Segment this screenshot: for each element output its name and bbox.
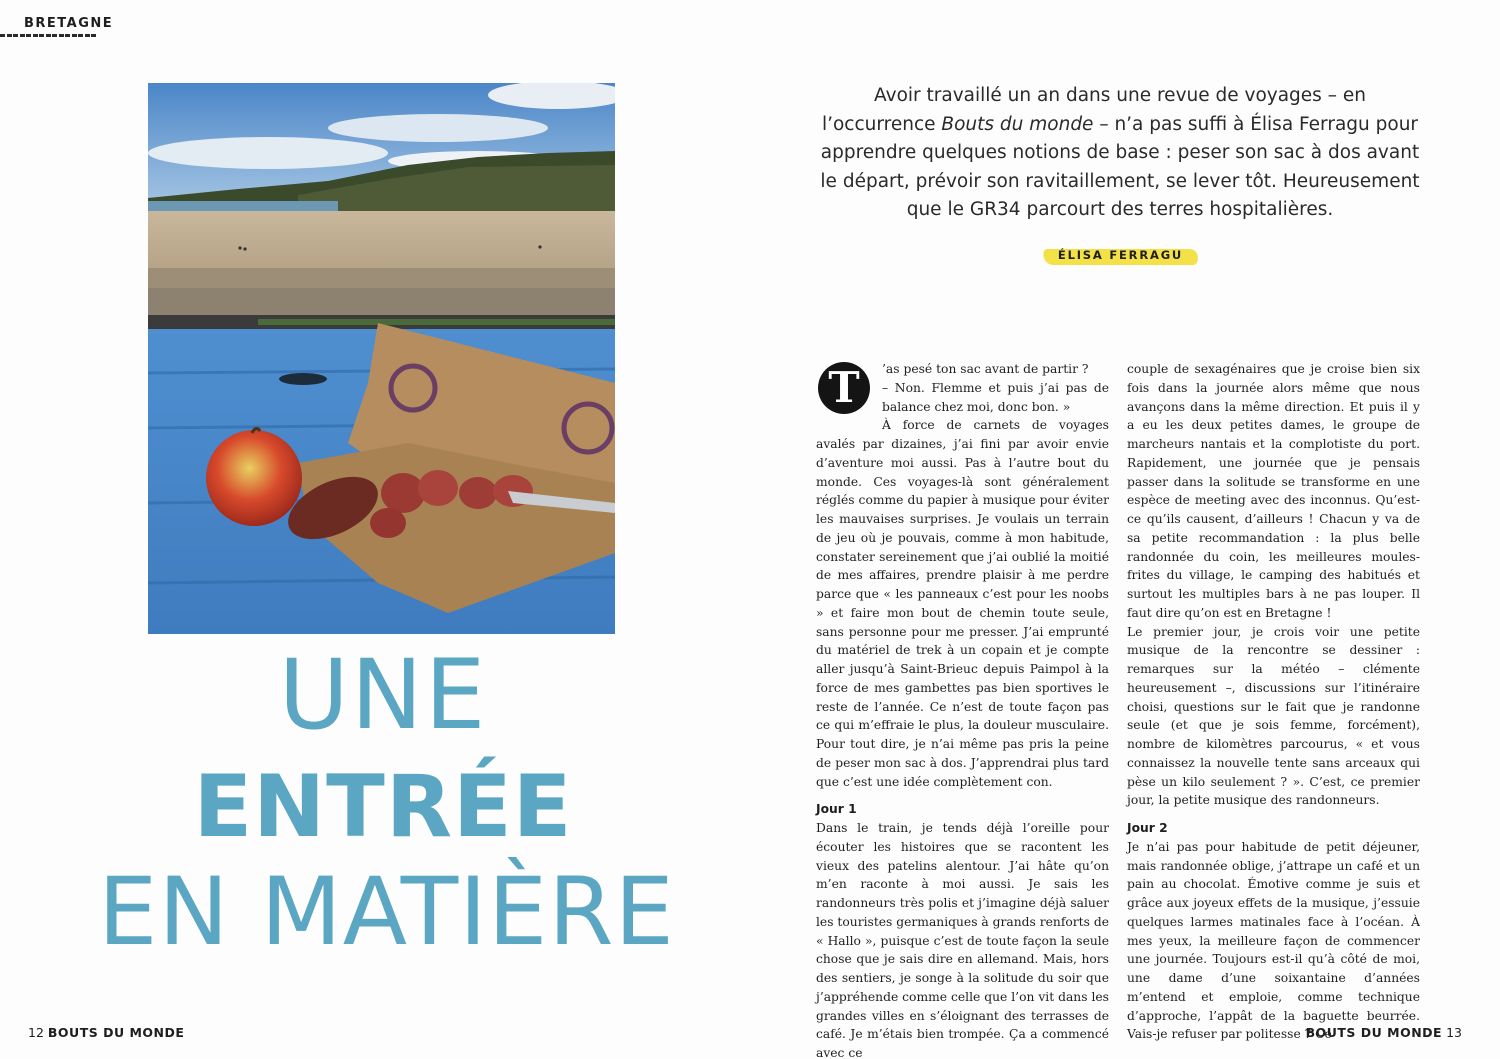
subheading-day-1: Jour 1 [816,802,857,817]
title-line-3: EN MATIÈRE [98,858,675,967]
title-line-1: UNE [278,639,488,751]
body-paragraph: Je n’ai pas pour habitude de petit déjeuner, mais randonnée oblige, j’attrape un café et un pain au chocolat. Émotive comme je suis et grâce aux joyeux effets de la musique, j’essuie quelques larmes matinales face à l’océan. À mes yeux, la meilleure façon de commencer une journée. Toujours est-il qu’à côté de moi, une dame d’une soixantaine d’années m’entend et emploie, comme technique d’approche, l’appât de la baguette beurrée. Vais-je refuser par politesse ? Ce [1127,839,1420,1042]
dropcap [816,362,874,418]
page-number-left: 12 [28,1025,44,1040]
dropcap-letter: T [828,363,860,412]
body-paragraph: À force de carnets de voyages avalés par dizaines, j’ai fini par avoir envie d’aventure moi aussi. Pas à l’autre bout du monde. Ces voyages-là sont généralement réglés comme du papier à musique pour éviter les mauvaises surprises. Je voulais un terrain de jeu où je pouvais, comme à mon habitude, constater sereinement que j’ai oublié la moitié de mes affaires, prendre plaisir à me perdre parce que « les panneaux c’est pour les noobs » et faire mon bout de chemin toute seule, sans personne pour me presser. J’ai emprunté du matériel de trek à un copain et je compte aller jusqu’à Saint-Brieuc depuis Paimpol à la force de mes gambettes pas bien sportives le reste de l’année. Ce n’est de toute façon pas ce qui m’effraie le plus, la douleur musculaire. Pour tout dire, je n’ai même pas pris la peine de peser mon sac à dos. J’apprendrai plus tard que c’est une idée complètement con. [816,418,1109,789]
magazine-name-right: BOUTS DU MONDE [1305,1025,1443,1040]
section-underline [0,34,98,37]
magazine-name-left: BOUTS DU MONDE [47,1025,185,1040]
intro-paragraph [820,82,1420,225]
article-photo [148,83,615,634]
body-paragraph: ’as pesé ton sac avant de partir ? [882,362,1089,376]
body-paragraph: Dans le train, je tends déjà l’oreille pour écouter les histoires que se racontent les vieux des patelins alentour. J’ai hâte qu’on m’en raconte à moi aussi. Je sais les randonneurs très polis et j’imagine déjà saluer les touristes germaniques à grands renforts de « Hallo », puisque c’est de toute façon la seule chose que je sais dire en allemand. Mais, hors des sentiers, je songe à la solitude du soir que j’appréhende comme celle que l’on vit dans les grandes villes en s’éloignant des terrasses de café. Je m’étais bien trompée. Ça a commencé avec ce [816,821,1109,1059]
body-paragraph: Le premier jour, je crois voir une petite musique de la rencontre se dessiner : remarques sur la météo – clémente heureusement –, discussions sur l’itinéraire choisi, questions sur le fait que je randonne seule (et que je sois femme, forcément), nombre de kilomètres parcourus, « et vous connaissez la nouvelle tente sans arceaux qui pèse un kilo seulement ? ». C’est, ce premier jour, la petite musique des randonneurs. [1127,624,1420,808]
body-column-left [816,360,1109,1059]
folio-left [28,1025,184,1040]
page-number-right: 13 [1446,1025,1462,1040]
title-line-2: ENTRÉE [193,757,573,857]
body-column-right [1127,360,1420,1044]
subheading-day-2: Jour 2 [1127,821,1168,835]
intro-magazine-name: Bouts du monde [941,113,1094,135]
author-byline [1043,246,1198,268]
body-paragraph: – Non. Flemme et puis j’ai pas de balance chez moi, donc bon. » [882,380,1109,414]
body-paragraph: couple de sexagénaires que je croise bien six fois dans la journée alors même que nous avançons dans la même direction. Et puis il y a eu les deux petites dames, le groupe de marcheurs nantais et la complotiste du port. Rapidement, une journée que je pensais passer dans la solitude se transforme en une espèce de meeting avec des inconnus. Qu’est-ce qu’ils causent, d’ailleurs ! Chacun y va de sa petite recommandation : la plus belle randonnée du coin, les meilleures moules-frites du village, le camping des habitués et surtout les multiples bars à ne pas louper. Il faut dire qu’on est en Bretagne ! [1127,362,1420,620]
section-label: BRETAGNE [24,16,114,31]
folio-right [1306,1025,1462,1040]
intro-text-2: – n’a pas suffi à Élisa Ferragu pour apprendre quelques notions de base : peser son sac à dos avant le départ, prévoir son ravitaillement, se lever tôt. Heureusement que le GR34 parcourt des terres hospitalières. [820,113,1420,220]
author-name: ÉLISA FERRAGU [1057,248,1184,262]
intro-text-1: Avoir travaillé un an dans une revue de voyages – en l’occurrence [821,85,1366,135]
